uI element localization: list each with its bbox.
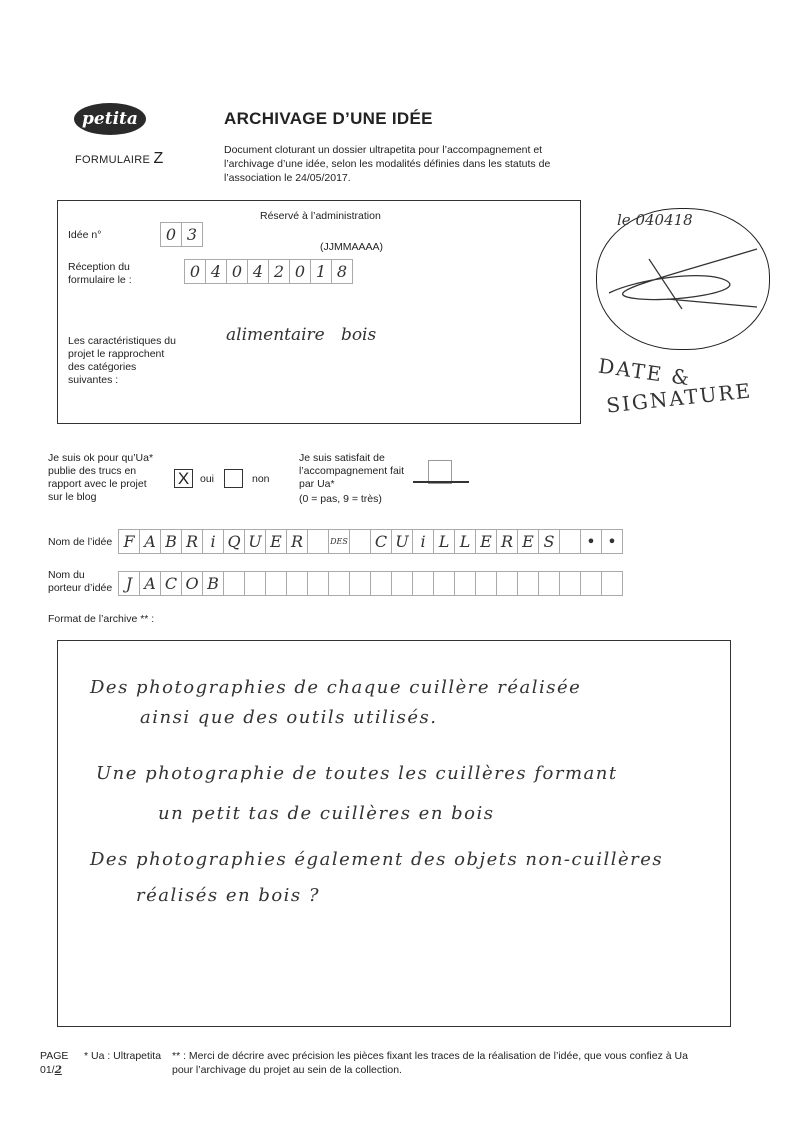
- letter-cell: C: [370, 529, 392, 554]
- consent-no-label: non: [252, 473, 270, 485]
- satisfaction-label: Je suis satisfait de l’accompagnement fait par Ua*: [299, 452, 405, 490]
- reception-date-field[interactable]: [184, 259, 352, 284]
- letter-cell: [223, 571, 245, 596]
- letter-cell: •: [601, 529, 623, 554]
- letter-cell: C: [160, 571, 182, 596]
- letter-cell: [265, 571, 287, 596]
- form-letter: Z: [153, 150, 164, 167]
- archive-line: ainsi que des outils utilisés.: [140, 707, 438, 728]
- letter-cell: [433, 571, 455, 596]
- form-label: FORMULAIRE Z: [75, 150, 164, 167]
- date-format-hint: (JJMMAAAA): [320, 241, 383, 253]
- digit-cell: 0: [226, 259, 248, 284]
- page-title: ARCHIVAGE D’UNE IDÉE: [224, 109, 433, 128]
- letter-cell: [412, 571, 434, 596]
- signature-area[interactable]: [596, 208, 770, 350]
- letter-cell: DES: [328, 529, 350, 554]
- letter-cell: R: [181, 529, 203, 554]
- owner-name-label: Nom du porteur d’idée: [48, 569, 113, 594]
- letter-cell: E: [265, 529, 287, 554]
- letter-cell: [328, 571, 350, 596]
- digit-cell: 0: [289, 259, 311, 284]
- letter-cell: [580, 571, 602, 596]
- consent-yes-checkbox[interactable]: X: [174, 469, 193, 488]
- satisfaction-scale: (0 = pas, 9 = très): [299, 493, 382, 505]
- categories-label: Les caractéristiques du projet le rapprochent des catégories suivantes :: [68, 335, 176, 386]
- signature-date: le 040418: [617, 211, 693, 229]
- letter-cell: A: [139, 571, 161, 596]
- letter-cell: J: [118, 571, 140, 596]
- letter-cell: [286, 571, 308, 596]
- archive-line: Des photographies également des objets non-cuillères: [90, 849, 664, 870]
- digit-cell: 1: [310, 259, 332, 284]
- letter-cell: O: [181, 571, 203, 596]
- letter-cell: [349, 571, 371, 596]
- letter-cell: [601, 571, 623, 596]
- letter-cell: B: [160, 529, 182, 554]
- digit-cell: 0: [160, 222, 182, 247]
- letter-cell: E: [517, 529, 539, 554]
- letter-cell: B: [202, 571, 224, 596]
- archive-line: réalisés en bois ?: [136, 885, 321, 906]
- letter-cell: i: [412, 529, 434, 554]
- petita-logo: petita: [74, 103, 146, 135]
- idea-number-label: Idée n°: [68, 229, 102, 241]
- archive-line: Des photographies de chaque cuillère réalisée: [90, 677, 582, 698]
- letter-cell: [559, 571, 581, 596]
- digit-cell: 3: [181, 222, 203, 247]
- letter-cell: [307, 571, 329, 596]
- letter-cell: i: [202, 529, 224, 554]
- digit-cell: 4: [205, 259, 227, 284]
- letter-cell: [307, 529, 329, 554]
- letter-cell: L: [454, 529, 476, 554]
- letter-cell: [559, 529, 581, 554]
- letter-cell: [391, 571, 413, 596]
- signature-caption-signature: SIGNATURE: [605, 378, 754, 418]
- archive-format-label: Format de l’archive ** :: [48, 613, 155, 625]
- idea-number-field[interactable]: [160, 222, 202, 247]
- archive-line: Une photographie de toutes les cuillères formant: [96, 763, 618, 784]
- letter-cell: [517, 571, 539, 596]
- letter-cell: Q: [223, 529, 245, 554]
- digit-cell: 2: [268, 259, 290, 284]
- archive-line: un petit tas de cuillères en bois: [158, 803, 495, 824]
- page-number: 01/2: [40, 1064, 62, 1076]
- note-archive-line1: ** : Merci de décrire avec précision les pièces fixant les traces de la réalisation de l’idée, que vous confiez à Ua: [172, 1050, 688, 1062]
- page-label: PAGE: [40, 1050, 69, 1062]
- note-archive-line2: pour l’archivage du projet au sein de la collection.: [172, 1064, 402, 1076]
- digit-cell: 4: [247, 259, 269, 284]
- letter-cell: [496, 571, 518, 596]
- letter-cell: F: [118, 529, 140, 554]
- letter-cell: [349, 529, 371, 554]
- letter-cell: [370, 571, 392, 596]
- idea-name-field[interactable]: [118, 529, 622, 554]
- blog-consent-question: Je suis ok pour qu’Ua* publie des trucs en rapport avec le projet sur le blog: [48, 452, 154, 503]
- owner-name-field[interactable]: [118, 571, 622, 596]
- letter-cell: •: [580, 529, 602, 554]
- letter-cell: S: [538, 529, 560, 554]
- letter-cell: [244, 571, 266, 596]
- letter-cell: R: [496, 529, 518, 554]
- digit-cell: 8: [331, 259, 353, 284]
- consent-no-checkbox[interactable]: [224, 469, 243, 488]
- satisfaction-underline: [413, 481, 469, 483]
- signature-scribble: [597, 209, 769, 349]
- letter-cell: R: [286, 529, 308, 554]
- categories-value: alimentaire bois: [226, 325, 377, 345]
- reception-label: Réception du formulaire le :: [68, 261, 132, 286]
- digit-cell: 0: [184, 259, 206, 284]
- letter-cell: [475, 571, 497, 596]
- archive-format-box[interactable]: [57, 640, 731, 1027]
- letter-cell: [454, 571, 476, 596]
- letter-cell: L: [433, 529, 455, 554]
- consent-yes-label: oui: [200, 473, 215, 485]
- letter-cell: [538, 571, 560, 596]
- letter-cell: E: [475, 529, 497, 554]
- idea-name-label: Nom de l’idée: [48, 536, 113, 548]
- letter-cell: U: [391, 529, 413, 554]
- letter-cell: U: [244, 529, 266, 554]
- note-ua: * Ua : Ultrapetita: [84, 1050, 162, 1062]
- letter-cell: A: [139, 529, 161, 554]
- document-description: Document cloturant un dossier ultrapetita pour l’accompagnement et l’archivage d’une idée, selon les modalités définies dans les statuts de l’association le 24/05/2017.: [224, 144, 551, 184]
- admin-section: [57, 200, 581, 424]
- signature-caption-date: DATE &: [596, 353, 693, 391]
- reserved-label: Réservé à l’administration: [260, 210, 381, 222]
